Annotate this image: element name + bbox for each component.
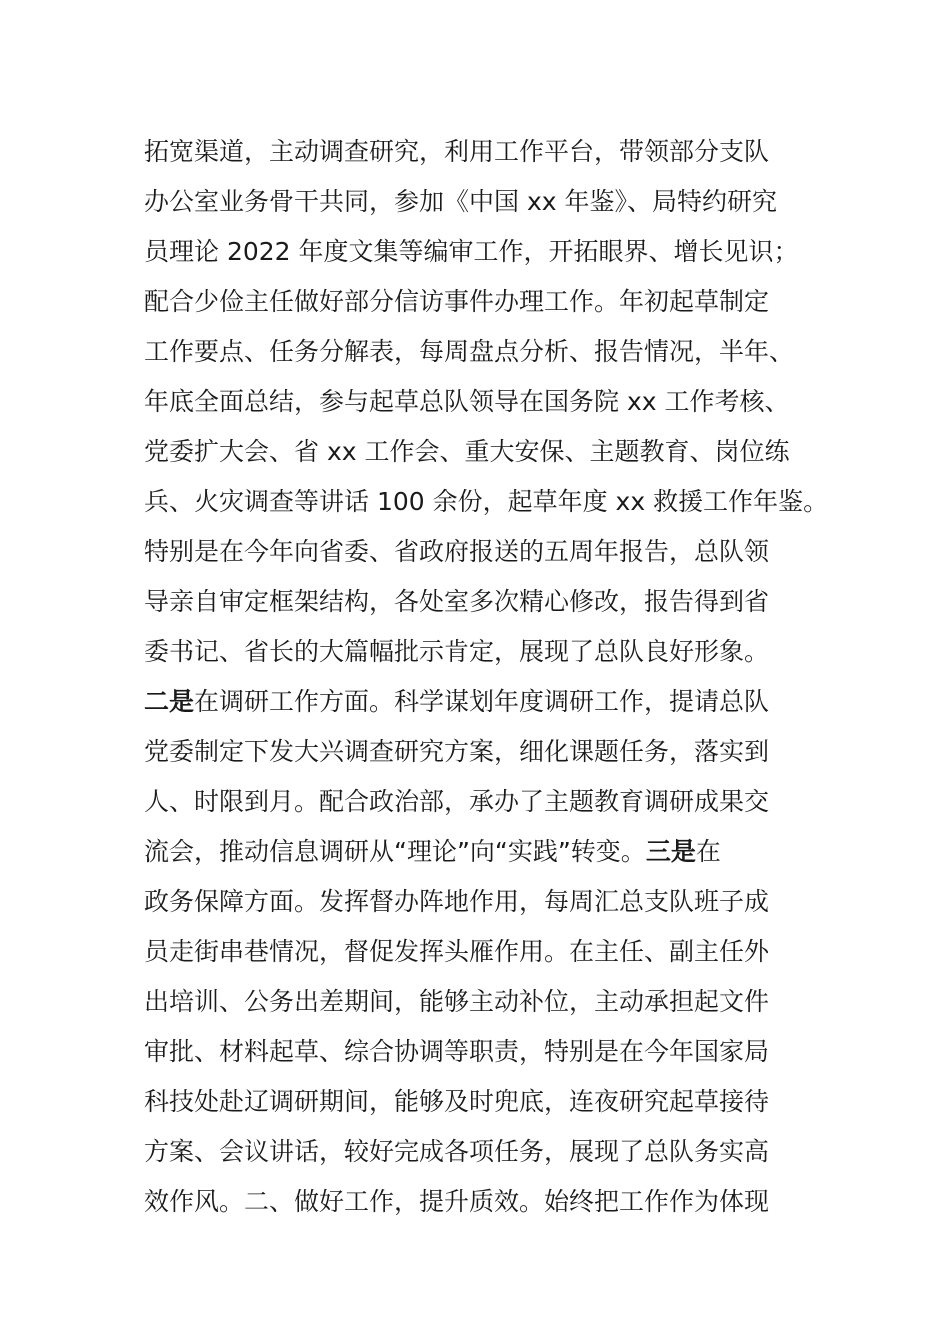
text-line bbox=[144, 927, 844, 977]
bold-lead-phrase: 二是 bbox=[144, 687, 195, 716]
text-span: 党委制定下发大兴调查研究方案，细化课题任务，落实到 bbox=[144, 737, 770, 766]
text-span: 流会，推动信息调研从“理论”向“实践”转变。 bbox=[144, 837, 646, 866]
text-line bbox=[144, 627, 844, 677]
text-span: 兵、火灾调查等讲话 100 余份，起草年度 xx 救援工作年鉴。 bbox=[144, 487, 829, 516]
text-line bbox=[144, 227, 844, 277]
text-span: 在 bbox=[695, 837, 721, 866]
text-span: 方案、会议讲话，较好完成各项任务，展现了总队务实高 bbox=[144, 1137, 770, 1166]
text-line bbox=[144, 827, 844, 877]
text-line bbox=[144, 127, 844, 177]
text-line bbox=[144, 777, 844, 827]
text-line bbox=[144, 727, 844, 777]
text-span: 员理论 2022 年度文集等编审工作，开拓眼界、增长见识； bbox=[144, 237, 799, 266]
text-line bbox=[144, 977, 844, 1027]
text-line bbox=[144, 427, 844, 477]
text-span: 办公室业务骨干共同，参加《中国 xx 年鉴》、局特约研究 bbox=[144, 187, 777, 216]
text-span: 党委扩大会、省 xx 工作会、重大安保、主题教育、岗位练 bbox=[144, 437, 790, 466]
text-line bbox=[144, 877, 844, 927]
text-span: 人、时限到月。配合政治部，承办了主题教育调研成果交 bbox=[144, 787, 770, 816]
text-span: 工作要点、任务分解表，每周盘点分析、报告情况，半年、 bbox=[144, 337, 795, 366]
text-span: 政务保障方面。发挥督办阵地作用，每周汇总支队班子成 bbox=[144, 887, 770, 916]
text-line bbox=[144, 1027, 844, 1077]
text-span: 出培训、公务出差期间，能够主动补位，主动承担起文件 bbox=[144, 987, 770, 1016]
text-line bbox=[144, 1177, 844, 1227]
text-line bbox=[144, 1077, 844, 1127]
text-span: 在调研工作方面。科学谋划年度调研工作，提请总队 bbox=[194, 687, 770, 716]
text-line bbox=[144, 277, 844, 327]
text-span: 特别是在今年向省委、省政府报送的五周年报告，总队领 bbox=[144, 537, 770, 566]
text-line bbox=[144, 677, 844, 727]
text-span: 拓宽渠道，主动调查研究，利用工作平台，带领部分支队 bbox=[144, 137, 770, 166]
text-line bbox=[144, 477, 844, 527]
text-span: 年底全面总结，参与起草总队领导在国务院 xx 工作考核、 bbox=[144, 387, 790, 416]
text-line bbox=[144, 1127, 844, 1177]
text-line bbox=[144, 177, 844, 227]
text-line bbox=[144, 327, 844, 377]
text-span: 审批、材料起草、综合协调等职责，特别是在今年国家局 bbox=[144, 1037, 770, 1066]
text-line bbox=[144, 527, 844, 577]
text-span: 委书记、省长的大篇幅批示肯定，展现了总队良好形象。 bbox=[144, 637, 770, 666]
text-span: 科技处赴辽调研期间，能够及时兜底，连夜研究起草接待 bbox=[144, 1087, 770, 1116]
text-span: 效作风。二、做好工作，提升质效。始终把工作作为体现 bbox=[144, 1187, 770, 1216]
text-span: 员走街串巷情况，督促发挥头雁作用。在主任、副主任外 bbox=[144, 937, 770, 966]
text-span: 导亲自审定框架结构，各处室多次精心修改，报告得到省 bbox=[144, 587, 770, 616]
text-line bbox=[144, 577, 844, 627]
body-text bbox=[144, 127, 844, 1227]
text-span: 配合少俭主任做好部分信访事件办理工作。年初起草制定 bbox=[144, 287, 770, 316]
bold-lead-phrase: 三是 bbox=[645, 837, 696, 866]
text-line bbox=[144, 377, 844, 427]
